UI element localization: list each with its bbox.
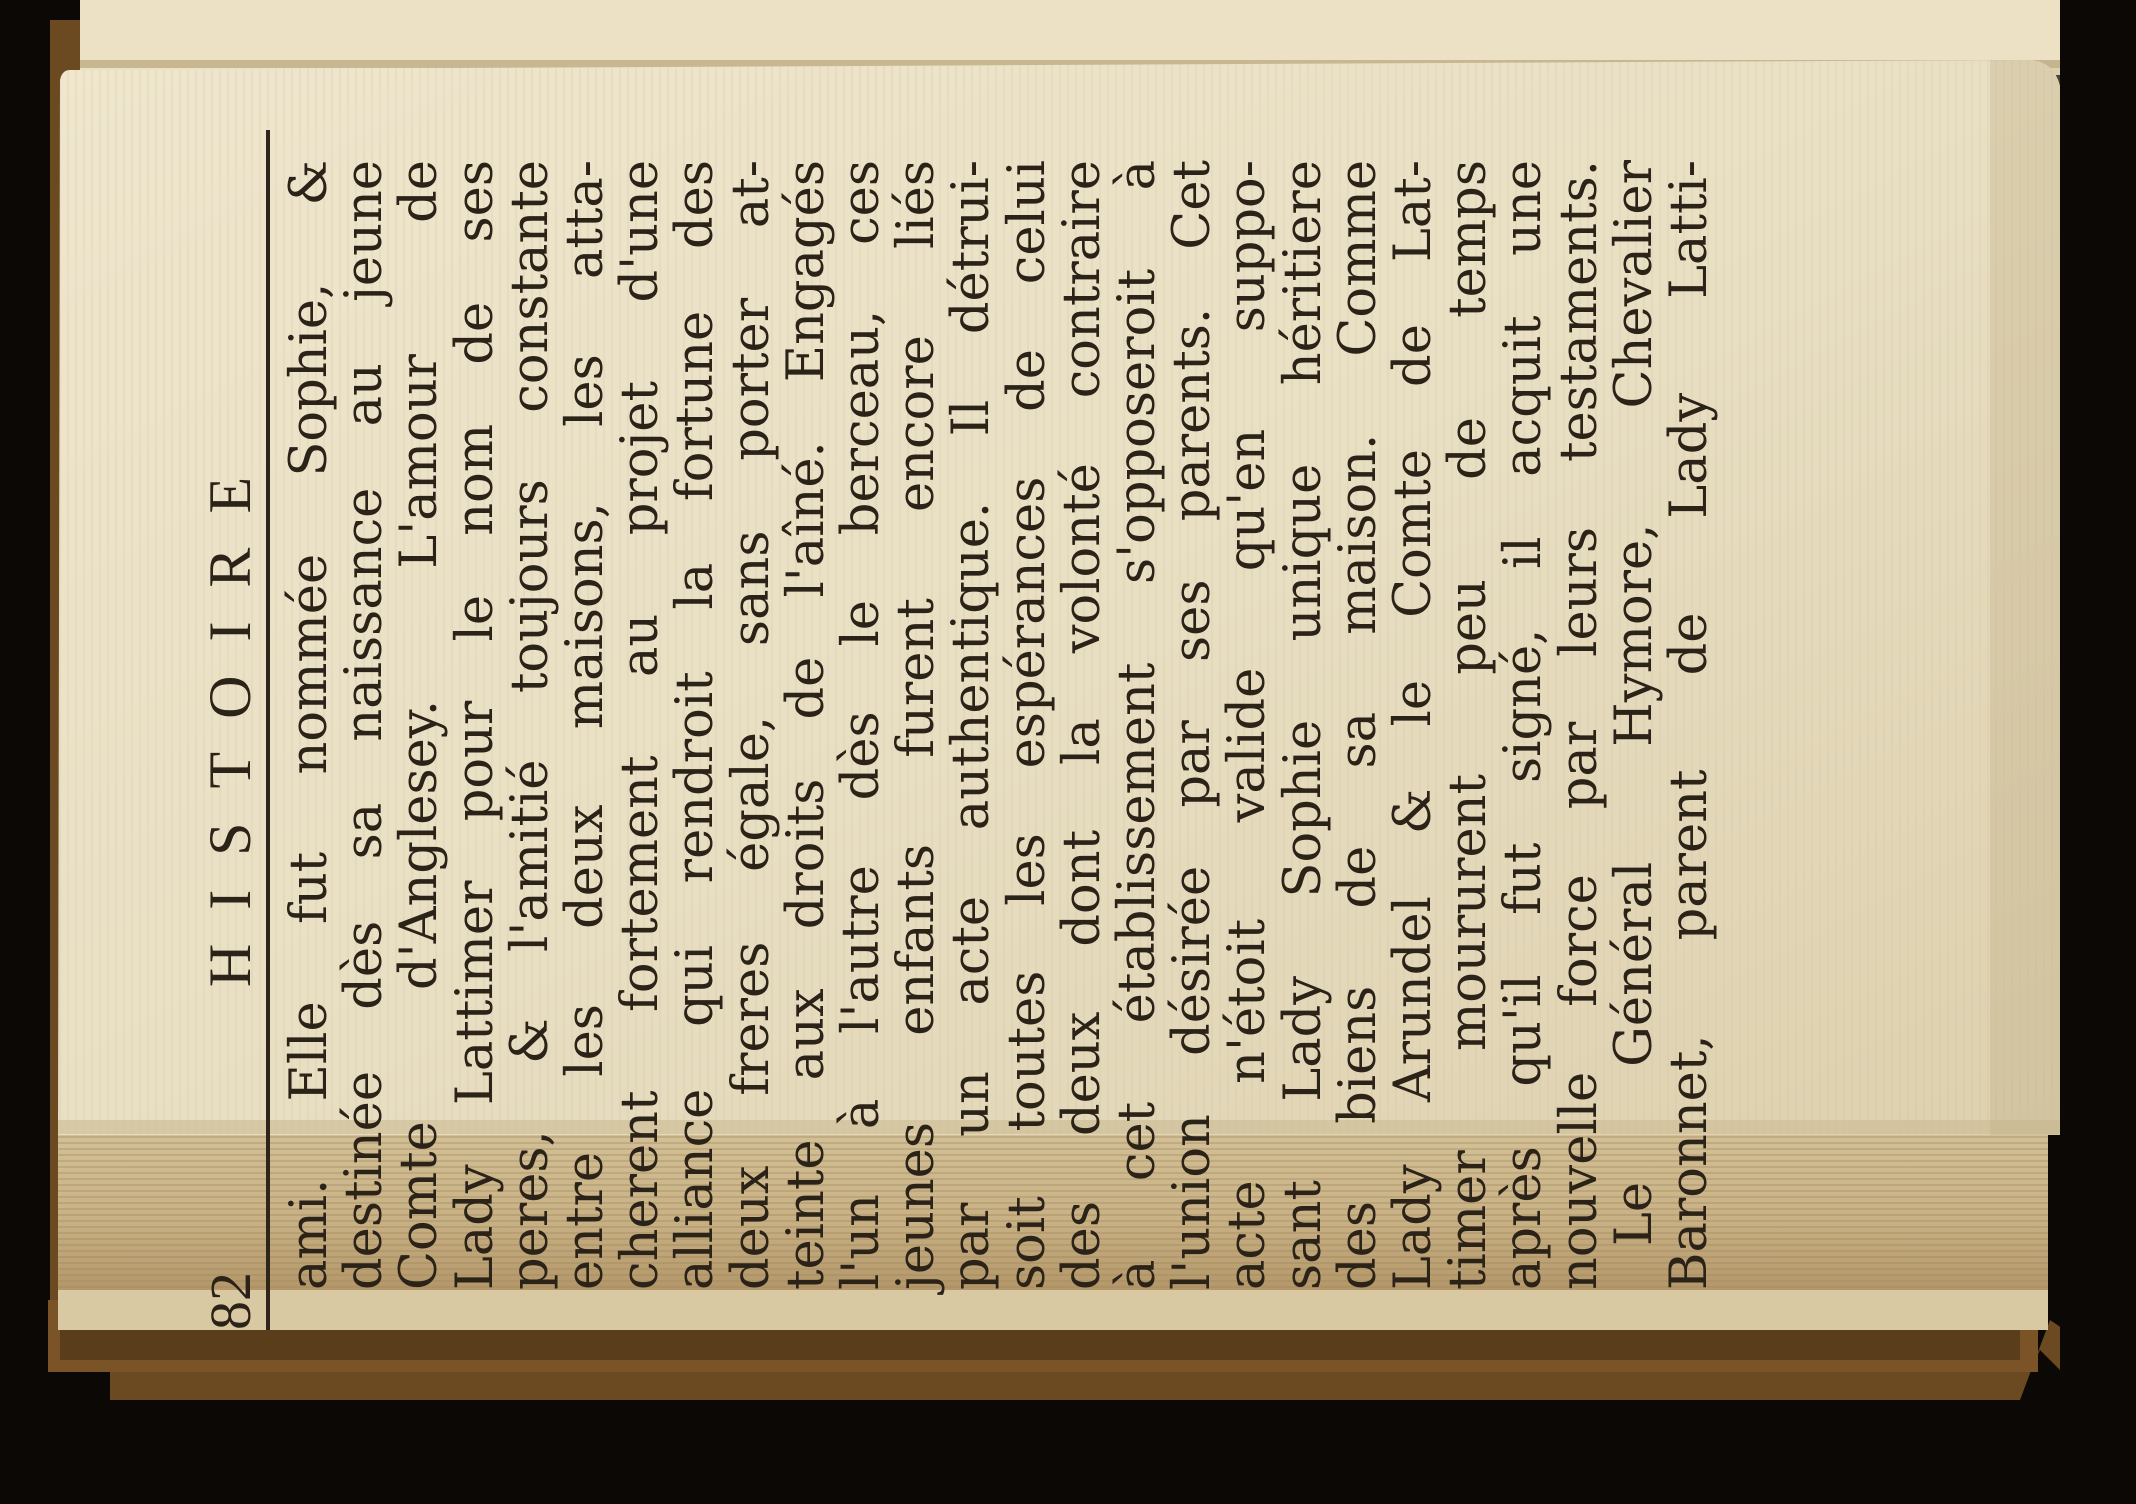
text-line: Comte d'Anglesey. L'amour de: [390, 160, 450, 1290]
text-line: soit toutes les espérances de celui: [997, 160, 1057, 1290]
text-line: Lady Arundel & le Comte de Lat-: [1384, 160, 1444, 1290]
text-line: après qu'il fut signé, il acquit une: [1494, 160, 1554, 1290]
page-text-block: [190, 130, 1790, 1330]
running-title: HISTOIRE: [197, 442, 263, 988]
text-line: nouvelle force par leurs testaments.: [1549, 160, 1609, 1290]
body-text: [280, 160, 1720, 1290]
page-number: 82: [198, 1272, 263, 1330]
text-line: l'un à l'autre dès le berceau, ces: [832, 160, 892, 1290]
text-line: destinée dès sa naissance au jeune: [335, 160, 395, 1290]
text-line: par un acte authentique. Il détrui-: [942, 160, 1002, 1290]
text-line: deux freres égale, sans porter at-: [721, 160, 781, 1290]
text-line: l'union désirée par ses parents. Cet: [1163, 160, 1223, 1290]
text-line: des deux dont la volonté contraire: [1052, 160, 1112, 1290]
text-line: des biens de sa maison. Comme: [1328, 160, 1388, 1290]
text-line: Baronnet, parent de Lady Latti-: [1660, 160, 1720, 1290]
text-line: cherent fortement au projet d'une: [611, 160, 671, 1290]
running-head: [190, 130, 270, 1330]
text-line: entre les deux maisons, les atta-: [556, 160, 616, 1290]
text-line: Le Général Hymore, Chevalier: [1604, 160, 1664, 1246]
text-line: sant Lady Sophie unique héritiere: [1273, 160, 1333, 1290]
text-line: alliance qui rendroit la fortune des: [666, 160, 726, 1290]
text-line: Lady Lattimer pour le nom de ses: [445, 160, 505, 1290]
text-line: acte n'étoit valide qu'en suppo-: [1218, 160, 1278, 1290]
text-line: ami. Elle fut nommée Sophie, &: [280, 160, 339, 1290]
text-line: à cet établissement s'opposeroit à: [1108, 160, 1168, 1290]
text-line: jeunes enfants furent encore liés: [887, 160, 947, 1290]
text-line: teinte aux droits de l'aîné. Engagés: [776, 160, 836, 1290]
text-line: peres, & l'amitié toujours constante: [500, 160, 560, 1290]
text-line: timer moururent peu de temps: [1439, 160, 1499, 1290]
